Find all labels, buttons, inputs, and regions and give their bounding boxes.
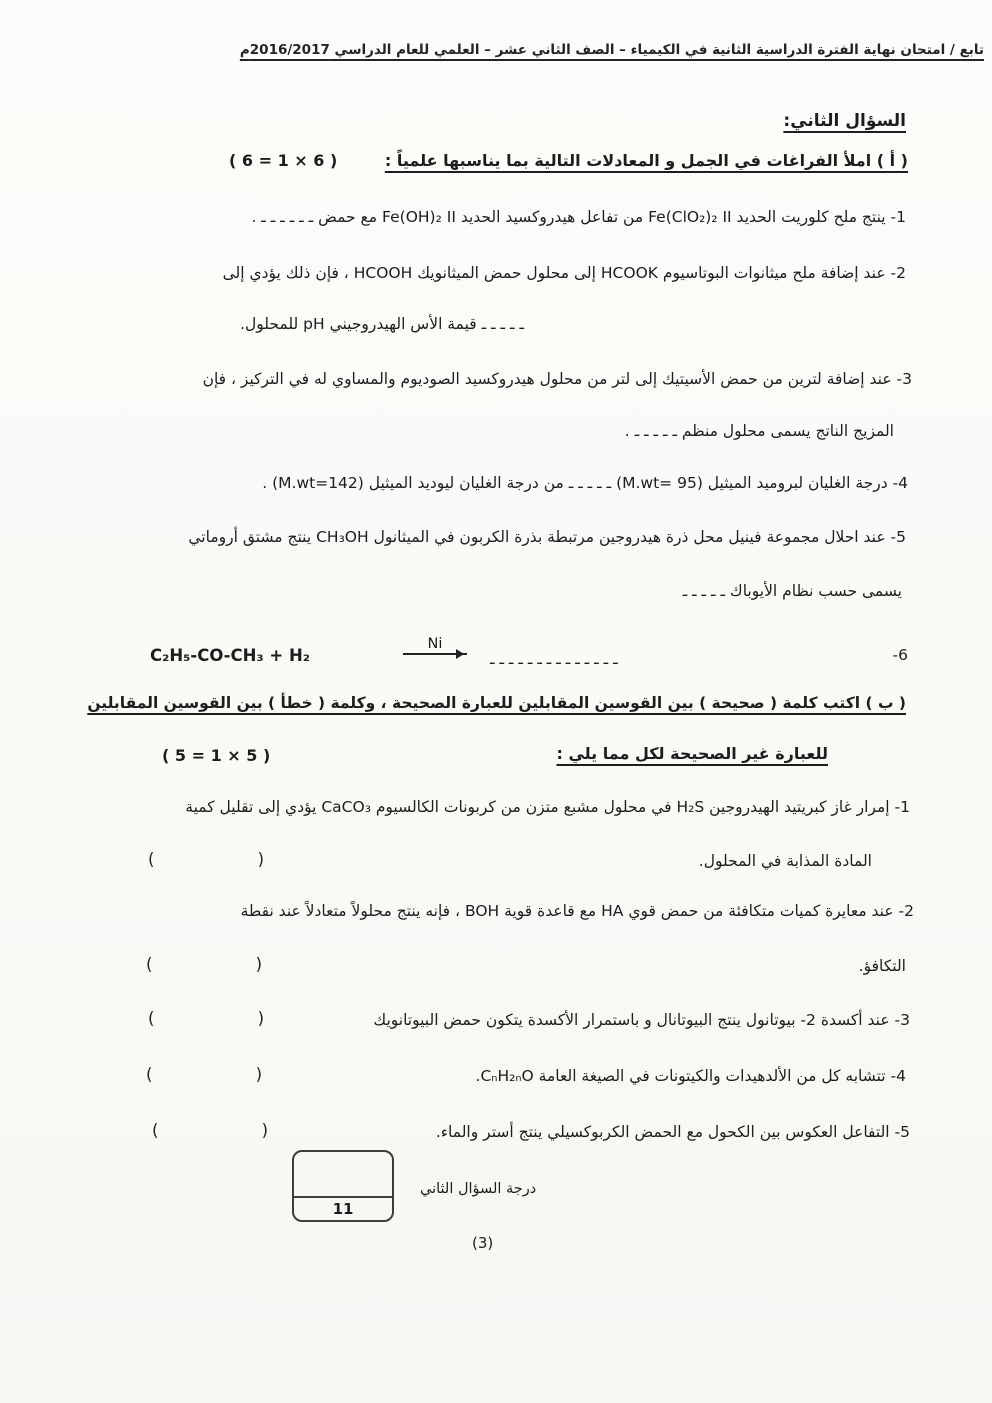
part-b-heading-line-1: ( ب ) اكتب كلمة ( صحيحة ) بين القوسين المقابلين للعبارة الصحيحة ، وكلمة ( خطأ ) بين القوسين المقابلين — [87, 694, 906, 712]
paren-open: ( — [146, 955, 153, 974]
part-a-item-5-line-2: يسمى حسب نظام الأيوباك ـ ـ ـ ـ ـ — [682, 582, 902, 600]
part-b-item-5: 5- التفاعل العكوس بين الكحول مع الحمض الكربوكسيلي ينتج أستر والماء. — [435, 1123, 910, 1141]
paren-close: ) — [257, 850, 264, 869]
score-box — [292, 1150, 394, 1222]
question-title: السؤال الثاني: — [783, 111, 906, 131]
page-header: تابع / امتحان نهاية الفترة الدراسية الثانية في الكيمياء – الصف الثاني عشر – العلمي للعام الدراسي 2016/2017م — [239, 42, 984, 58]
part-a-item-6-number: -6 — [892, 646, 908, 664]
page-number: (3) — [472, 1234, 494, 1252]
arrow-icon — [403, 653, 467, 655]
score-label: درجة السؤال الثاني — [420, 1181, 537, 1197]
part-b-item-2-line-1: 2- عند معايرة كميات متكافئة من حمض قوي HA مع قاعدة قوية BOH ، فإنه ينتج محلولاً متعادلاً عند نقطة — [240, 902, 914, 920]
part-a-instruction: ( أ ) املأ الفراغات في الجمل و المعادلات التالية بما يناسبها علمياً : — [384, 151, 908, 170]
part-a-item-2-line-2: ـ ـ ـ ـ ـ قيمة الأس الهيدروجيني pH للمحلول. — [240, 315, 524, 333]
catalyst-label: Ni — [427, 636, 443, 652]
part-a-heading — [229, 151, 908, 172]
paren-close: ) — [261, 1121, 268, 1140]
answer-parentheses-2 — [146, 954, 262, 975]
part-a-item-3-line-2: المزيج الناتج يسمى محلول منظم ـ ـ ـ ـ ـ . — [624, 422, 894, 440]
reaction-arrow — [403, 636, 467, 655]
paren-open: ( — [152, 1121, 159, 1140]
part-a-marks: ( 6 = 1 × 6 ) — [229, 151, 338, 170]
answer-parentheses-4 — [146, 1064, 262, 1085]
part-b-item-2-line-2: التكافؤ. — [858, 957, 906, 975]
answer-parentheses-3 — [148, 1008, 264, 1029]
part-b-heading-line-2: للعبارة غير الصحيحة لكل مما يلي : — [556, 744, 828, 763]
equation-answer-blank: ـ ـ ـ ـ ـ ـ ـ ـ ـ ـ ـ ـ ـ ـ — [490, 650, 618, 668]
part-a-item-2-line-1: 2- عند إضافة ملح ميثانوات البوتاسيوم HCOOK إلى محلول حمض الميثانويك HCOOH ، فإن ذلك يؤدي إلى — [222, 264, 906, 282]
paren-open: ( — [148, 1009, 155, 1028]
part-a-item-1: 1- ينتج ملح كلوريت الحديد ‎Fe(ClO₂)₂ II‎ من تفاعل هيدروكسيد الحديد ‎Fe(OH)₂ II‎ مع حمض ـ ـ ـ ـ ـ ـ . — [251, 208, 906, 226]
answer-parentheses-1 — [148, 849, 264, 870]
part-a-item-3-line-1: 3- عند إضافة لترين من حمض الأسيتيك إلى لتر من محلول هيدروكسيد الصوديوم والمساوي له في التركيز ، فإن — [202, 370, 912, 388]
paren-close: ) — [255, 955, 262, 974]
part-b-marks: ( 5 = 1 × 5 ) — [162, 746, 271, 765]
paren-open: ( — [146, 1065, 153, 1084]
part-b-item-1-line-1: 1- إمرار غاز كبريتيد الهيدروجين H₂S في محلول مشبع متزن من كربونات الكالسيوم CaCO₃ يؤدي إلى تقليل كمية — [185, 798, 910, 816]
part-b-item-1-line-2: المادة المذابة في المحلول. — [698, 852, 872, 870]
part-b-item-4: 4- تتشابه كل من الألدهيدات والكيتونات في الصيغة العامة CₙH₂ₙO. — [475, 1067, 906, 1085]
score-value: 11 — [332, 1200, 354, 1218]
equation-reactants: C₂H₅-CO-CH₃ + H₂ — [150, 646, 311, 665]
part-a-item-5-line-1: 5- عند احلال مجموعة فينيل محل ذرة هيدروجين مرتبطة بذرة الكربون في الميثانول CH₃OH ينتج مشتق أروماتي — [188, 528, 906, 546]
paren-open: ( — [148, 850, 155, 869]
part-a-item-4: 4- درجة الغليان لبروميد الميثيل ‎(M.wt= 95)‎ ـ ـ ـ ـ ـ من درجة الغليان ليوديد الميثيل ‎(M.wt=142)‎ . — [262, 474, 908, 492]
paren-close: ) — [255, 1065, 262, 1084]
paren-close: ) — [257, 1009, 264, 1028]
part-b-item-3: 3- عند أكسدة 2- بيوتانول ينتج البيوتانال و باستمرار الأكسدة يتكون حمض البيوتانويك — [373, 1011, 910, 1029]
answer-parentheses-5 — [152, 1120, 268, 1141]
